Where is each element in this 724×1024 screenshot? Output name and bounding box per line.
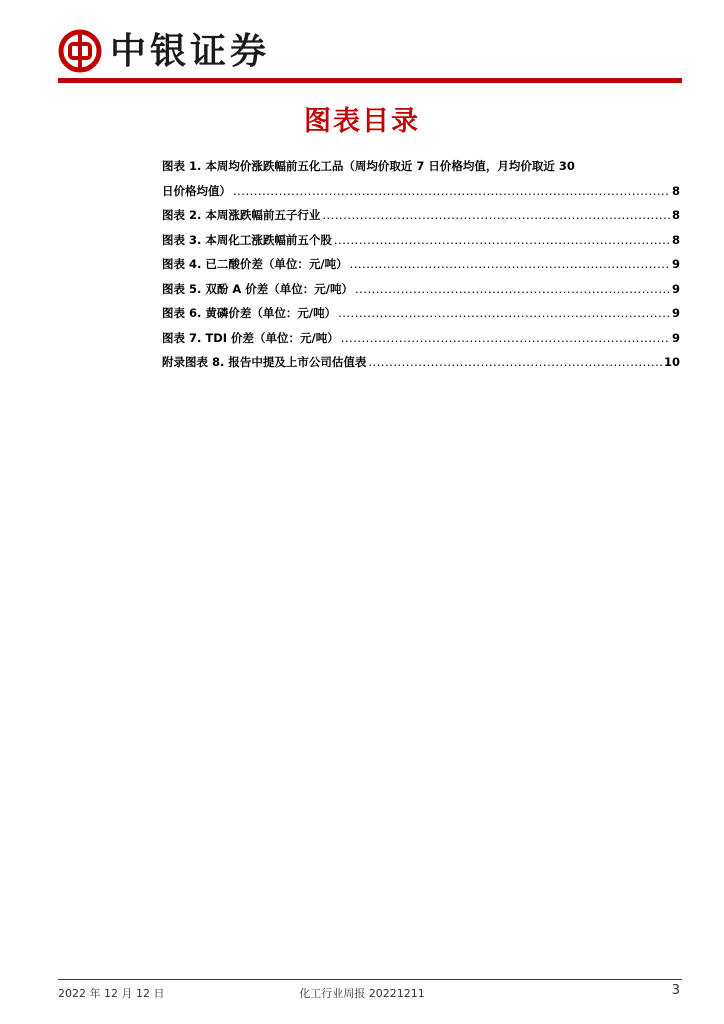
toc-entry-text: 日价格均值） [162,183,231,198]
toc-leader-dots [341,326,670,351]
toc-entry-text: 附录图表 8. 报告中提及上市公司估值表 [162,355,367,369]
toc-entry-text: 图表 3. 本周化工涨跌幅前五个股 [162,232,332,247]
toc-page-number: 8 [671,232,680,247]
toc-entry-text: 图表 5. 双酚 A 价差（单位：元/吨） [162,281,353,296]
toc-entry-8[interactable] [162,350,680,375]
footer-report-name: 化工行业周报 20221211 [299,987,425,1000]
toc-page-number: 9 [671,330,680,345]
toc-leader-dots [334,228,670,253]
toc-page-number: 9 [671,306,680,320]
header-rule [58,78,682,83]
toc-leader-dots [322,203,670,228]
footer-page-number: 3 [671,983,680,998]
toc-leader-dots [355,277,670,302]
toc-leader-dots [350,252,670,277]
header [58,26,270,76]
toc-page-number: 9 [671,281,680,296]
toc-entry-6[interactable] [162,301,680,326]
toc-entry-text: 图表 4. 已二酸价差（单位：元/吨） [162,257,348,271]
footer-date: 2022 年 12 月 12 日 [58,987,165,1000]
toc-entry-text: 图表 7. TDI 价差（单位：元/吨） [162,330,339,345]
toc-entry-7[interactable] [162,326,680,351]
toc-entry-1[interactable] [162,154,680,203]
toc-entry-4[interactable] [162,252,680,277]
toc-page-number: 10 [663,355,680,369]
toc-entry-5[interactable] [162,277,680,302]
toc-entry-text: 图表 1. 本周均价涨跌幅前五化工品（周均价取近 7 日价格均值，月均价取近 30 [162,159,575,173]
toc-entry-3[interactable] [162,228,680,253]
page-title: 图表目录 [304,106,420,137]
table-of-figures [162,154,680,375]
bank-of-china-logo-icon [58,29,102,73]
toc-leader-dots [233,179,670,204]
toc-page-number: 8 [671,208,680,222]
toc-page-number: 8 [671,183,680,198]
toc-entry-text: 图表 2. 本周涨跌幅前五子行业 [162,208,321,222]
toc-entry-text: 图表 6. 黄磷价差（单位：元/吨） [162,306,337,320]
toc-entry-2[interactable] [162,203,680,228]
footer-rule [58,979,682,980]
toc-leader-dots [368,350,662,375]
brand-name: 中银证券 [110,30,271,72]
toc-page-number: 9 [671,257,680,271]
toc-leader-dots [338,301,670,326]
